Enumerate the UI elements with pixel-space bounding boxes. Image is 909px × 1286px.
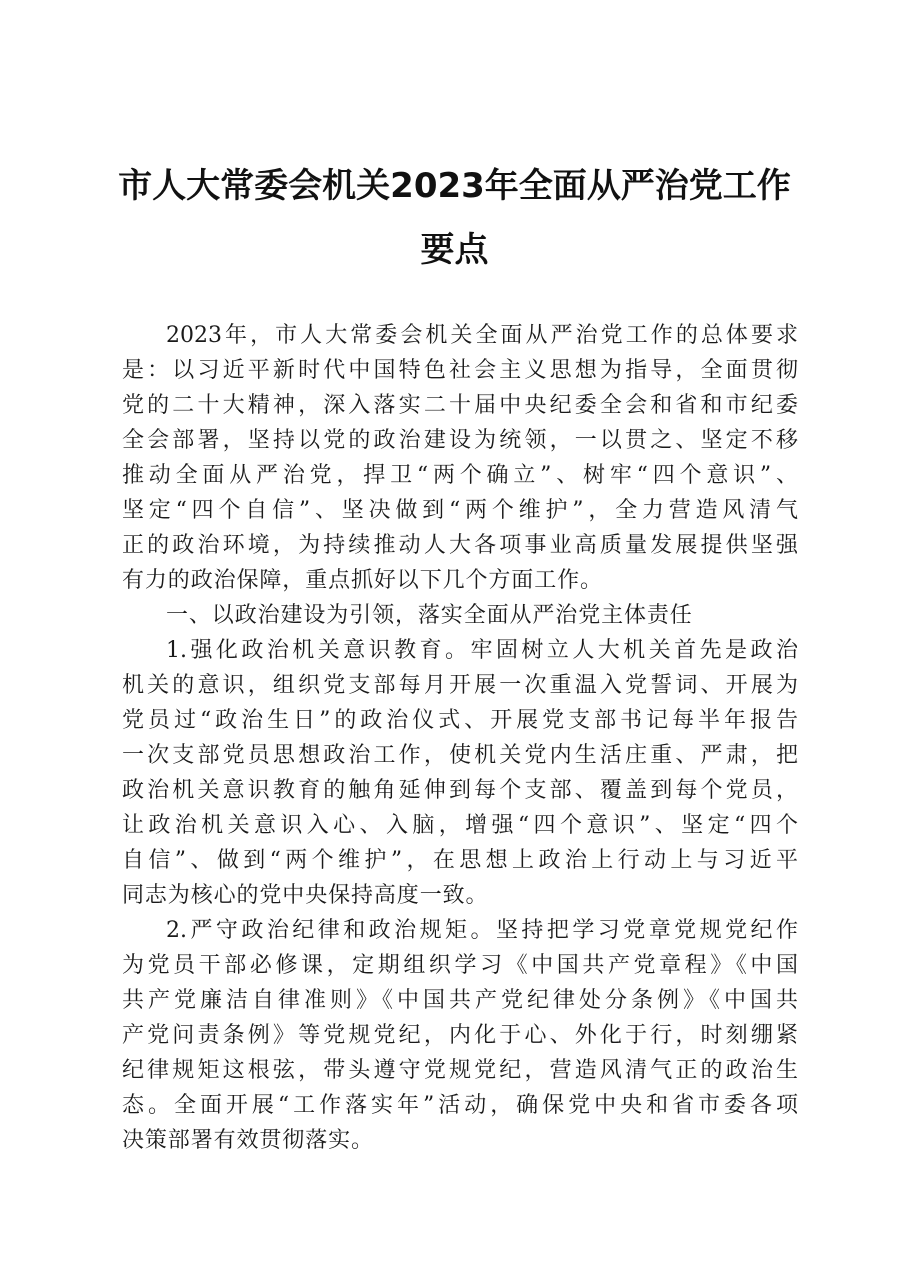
paragraph-intro-line-7: 正的政治环境，为持续推动人大各项事业高质量发展提供坚强 <box>122 533 798 558</box>
paragraph-intro-line-3: 党的二十大精神，深入落实二十届中央纪委全会和省和市纪委 <box>122 393 798 418</box>
item-1-line-2: 机关的意识，组织党支部每月开展一次重温入党誓词、开展为 <box>122 673 798 698</box>
item-2-line-4: 产党问责条例》等党规党纪，内化于心、外化于行，时刻绷紧 <box>122 1023 798 1048</box>
item-1-line-6: 让政治机关意识入心、入脑，增强“四个意识”、坚定“四个 <box>122 813 798 838</box>
paragraph-intro-line-8: 有力的政治保障，重点抓好以下几个方面工作。 <box>122 568 603 593</box>
item-2-line-2: 为党员干部必修课，定期组织学习《中国共产党章程》《中国 <box>122 953 798 978</box>
item-1-line-3: 党员过“政治生日”的政治仪式、开展党支部书记每半年报告 <box>122 708 798 733</box>
item-1-line-1: 1.强化政治机关意识教育。牢固树立人大机关首先是政治 <box>166 638 798 663</box>
section-heading-1: 一、以政治建设为引领，落实全面从严治党主体责任 <box>166 603 693 628</box>
paragraph-intro-line-2: 是：以习近平新时代中国特色社会主义思想为指导，全面贯彻 <box>122 358 798 383</box>
paragraph-intro-line-6: 坚定“四个自信”、坚决做到“两个维护”，全力营造风清气 <box>122 498 798 523</box>
document-title-line-2: 要点 <box>420 230 489 270</box>
item-1-line-5: 政治机关意识教育的触角延伸到每个支部、覆盖到每个党员， <box>122 778 798 803</box>
paragraph-intro-line-4: 全会部署，坚持以党的政治建设为统领，一以贯之、坚定不移 <box>122 428 798 453</box>
item-2-line-6: 态。全面开展“工作落实年”活动，确保党中央和省市委各项 <box>122 1093 798 1118</box>
item-1-line-4: 一次支部党员思想政治工作，使机关党内生活庄重、严肃，把 <box>122 743 798 768</box>
item-1-line-7: 自信”、做到“两个维护”，在思想上政治上行动上与习近平 <box>122 848 798 873</box>
paragraph-intro-line-1: 2023年，市人大常委会机关全面从严治党工作的总体要求 <box>166 323 798 348</box>
item-2-line-1: 2.严守政治纪律和政治规矩。坚持把学习党章党规党纪作 <box>166 918 798 943</box>
item-1-line-8: 同志为核心的党中央保持高度一致。 <box>122 883 489 908</box>
document-body <box>122 318 798 1158</box>
item-2-line-7: 决策部署有效贯彻落实。 <box>122 1128 374 1153</box>
item-2-line-3: 共产党廉洁自律准则》《中国共产党纪律处分条例》《中国共 <box>122 988 798 1013</box>
paragraph-intro-line-5: 推动全面从严治党，捍卫“两个确立”、树牢“四个意识”、 <box>122 463 798 488</box>
document-title-line-1: 市人大常委会机关2023年全面从严治党工作 <box>118 166 791 206</box>
item-2-line-5: 纪律规矩这根弦，带头遵守党规党纪，营造风清气正的政治生 <box>122 1058 798 1083</box>
